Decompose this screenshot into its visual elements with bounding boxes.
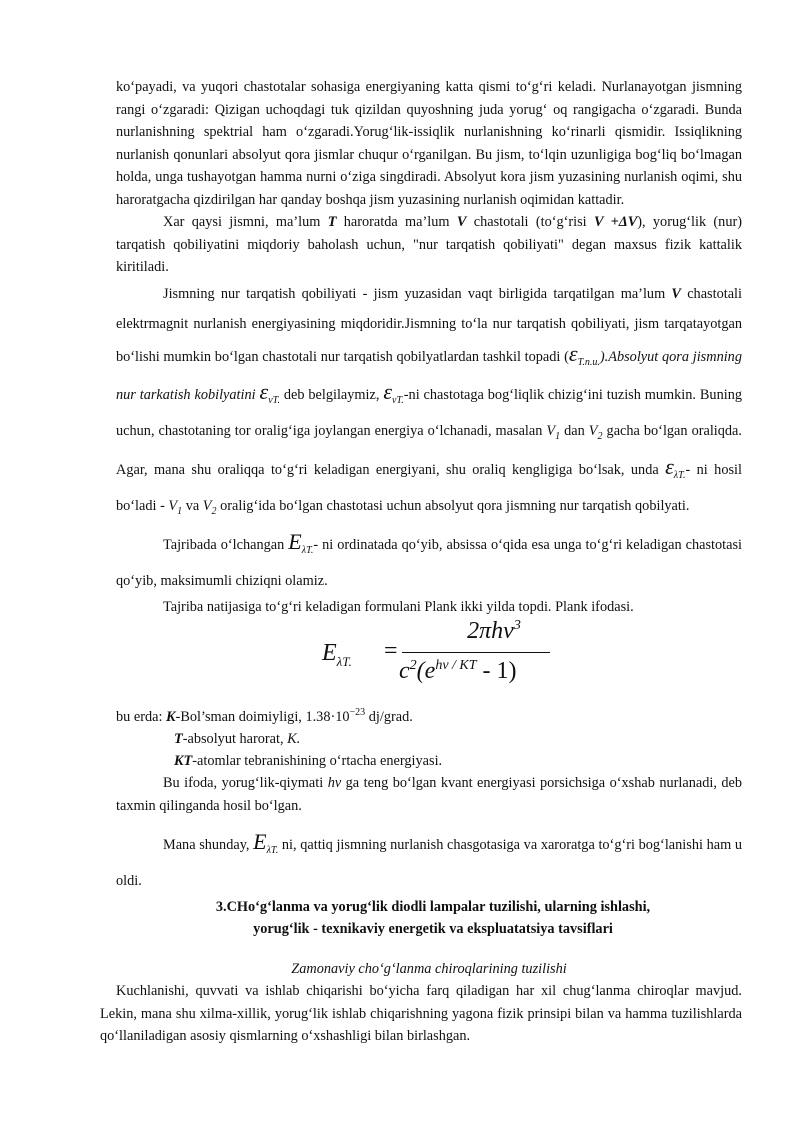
symbol-v-range: V +ΔV [593, 214, 638, 230]
epsilon-symbol: ε [383, 379, 393, 405]
definition-kt: KT-atomlar tebranishining o‘rtacha energiyasi. [174, 753, 443, 770]
energy-symbol: E [253, 829, 267, 855]
symbol-T: T [327, 214, 337, 230]
epsilon-symbol: ε [568, 340, 578, 366]
paragraph-6: Bu ifoda, yorug‘lik-qiymati hv ga teng bo‘lgan kvant energiyasi porsichsiga o‘xshab nurlanadi, deb taxmin qilinganda hosil bo‘lgan. [116, 775, 742, 814]
paragraph-5: Tajriba natijasiga to‘g‘ri keladigan formulani Plank ikki yilda topdi. Plank ifodasi. [163, 598, 634, 615]
definition-k: bu erda: K-Bol’sman doimiyligi, $1.38\cdot 10^{-23}$ dj/grad. [116, 707, 413, 725]
subsection-heading: Zamonaviy cho‘g‘lanma chiroqlarining tuzilishi [291, 961, 567, 978]
paragraph-8: Kuchlanishi, quvvati va ishlab chiqarishi bo‘yicha farq qiladigan har xil chug‘lanma chiroqlar mavjud. Lekin, mana shu xilma-xillik, yorug‘lik ishlab chiqarishning yagona fizik prinsipi bilan va hamma tuzilishlarda qo‘llaniladigan asosiy qismlarning o‘xshashligi bilan birlashgan. [100, 983, 742, 1045]
paragraph-1: ko‘payadi, va yuqori chastotalar sohasiga energiyaning katta qismi to‘g‘ri keladi. Nurlanayotgan jismning rangi o‘zgaradi: Qizigan uchoqdagi tuk qizildan quyoshning juda yorug‘ oq rangigacha o‘zgaradi. Bunda nurlanishning spektrial ham o‘zgaradi.Yorug‘lik-issiqlik nurlanishning ko‘rinarli qismidir. Issiqlikning nurlanish qonunlari absolyut qora jismlar chuqur o‘rganilgan. Bu jism, to‘lqin uzunligiga bog‘liq bo‘lmagan holda, unga tushayotgan hamma nurni o‘ziga singdiradi. Absolyut kora jism yuzasining nurlanish oqimi, shu haroratgacha qizdirilgan har qanday boshqa jism yuzasining nurlanish oqimidan kattadir. [116, 79, 742, 208]
symbol-V: V [456, 214, 467, 230]
formula-numerator: 2πhv$^3$ [467, 618, 521, 645]
energy-symbol: E [288, 528, 302, 554]
fraction-bar [402, 652, 550, 653]
formula-denominator: $c^2(e^{hv / KT} - 1)$ [399, 658, 517, 685]
paragraph-3: Jismning nur tarqatish qobiliyati - jism yuzasidan vaqt birligida tarqatilgan ma’lum V chastotali elektrmagnit nurlanish energiyasining miqdoridir.Jismning to‘la nur tarqatish qobiliyati, jism tarqatayotgan bo‘lishi mumkin bo‘lgan chastotali nur tarqatish qobilyatlardan tashkil topadi $(\varepsilon_{T.п.и.}).Absolyut$ qora jismning nur tarkatish kobilyatini $\varepsilon_{vT.}$ deb belgilaymiz, $\varepsilon_{vT.}-ni$ chastotaga bog‘liqlik chizig‘ini tuzish mumkin. Buning uchun, chastotaning tor oralig‘iga joylangan energiya o‘lchanadi, masalan $V_1$ dan $V_2$ gacha bo‘lgan oraliqda. Agar, mana shu oraliqqa to‘g‘ri keladigan energiyani, shu oraliq kengligiga bo‘lsak, unda $\varepsilon_{\lambda T.}-$ ni hosil bo‘ladi - $V_1$ va $V_2$ oralig‘ida bo‘lgan chastotasi uchun absolyut qora jismning nur tarqatish qobilyati. [116, 285, 742, 517]
section-heading: 3.CHo‘g‘lanma va yorug‘lik diodli lampalar tuzilishi, ularning ishlashi, yorug‘lik - texnikaviy energetik va ekspluatatsiya tavsiflari [215, 899, 651, 938]
epsilon-symbol: ε [665, 454, 674, 480]
paragraph-2: Xar qaysi jismni, ma’lum T haroratda ma’lum V chastotali (to‘g‘risi V +ΔV), yorug‘lik (nur) tarqatish qobiliyatini miqdoriy baholash uchun, "nur tarqatish qobiliyati" degan maxsus fizik kattalik kiritiladi. [116, 214, 743, 275]
epsilon-symbol: ε [259, 379, 269, 405]
document-body [100, 76, 743, 1048]
paragraph-7: Mana shunday, $E_{\lambda T.}$ ni, qattiq jismning nurlanish chasgotasiga va xaroratga to‘g‘ri bog‘lanishi ham u oldi. [116, 829, 742, 890]
definition-t: T-absolyut harorat, K. [174, 731, 301, 748]
planck-formula: $E_{\lambda T.}$ = 2πhv$^3$ $c^2(e^{hv / KT} - 1)$ [116, 620, 742, 696]
paragraph-4: Tajribada o‘lchangan $E_{\lambda T.}-$ ni ordinatada qo‘yib, absissa o‘qida esa unga to‘g‘ri keladigan chastotasi qo‘yib, maksimumli chiziqni olamiz. [116, 528, 742, 589]
